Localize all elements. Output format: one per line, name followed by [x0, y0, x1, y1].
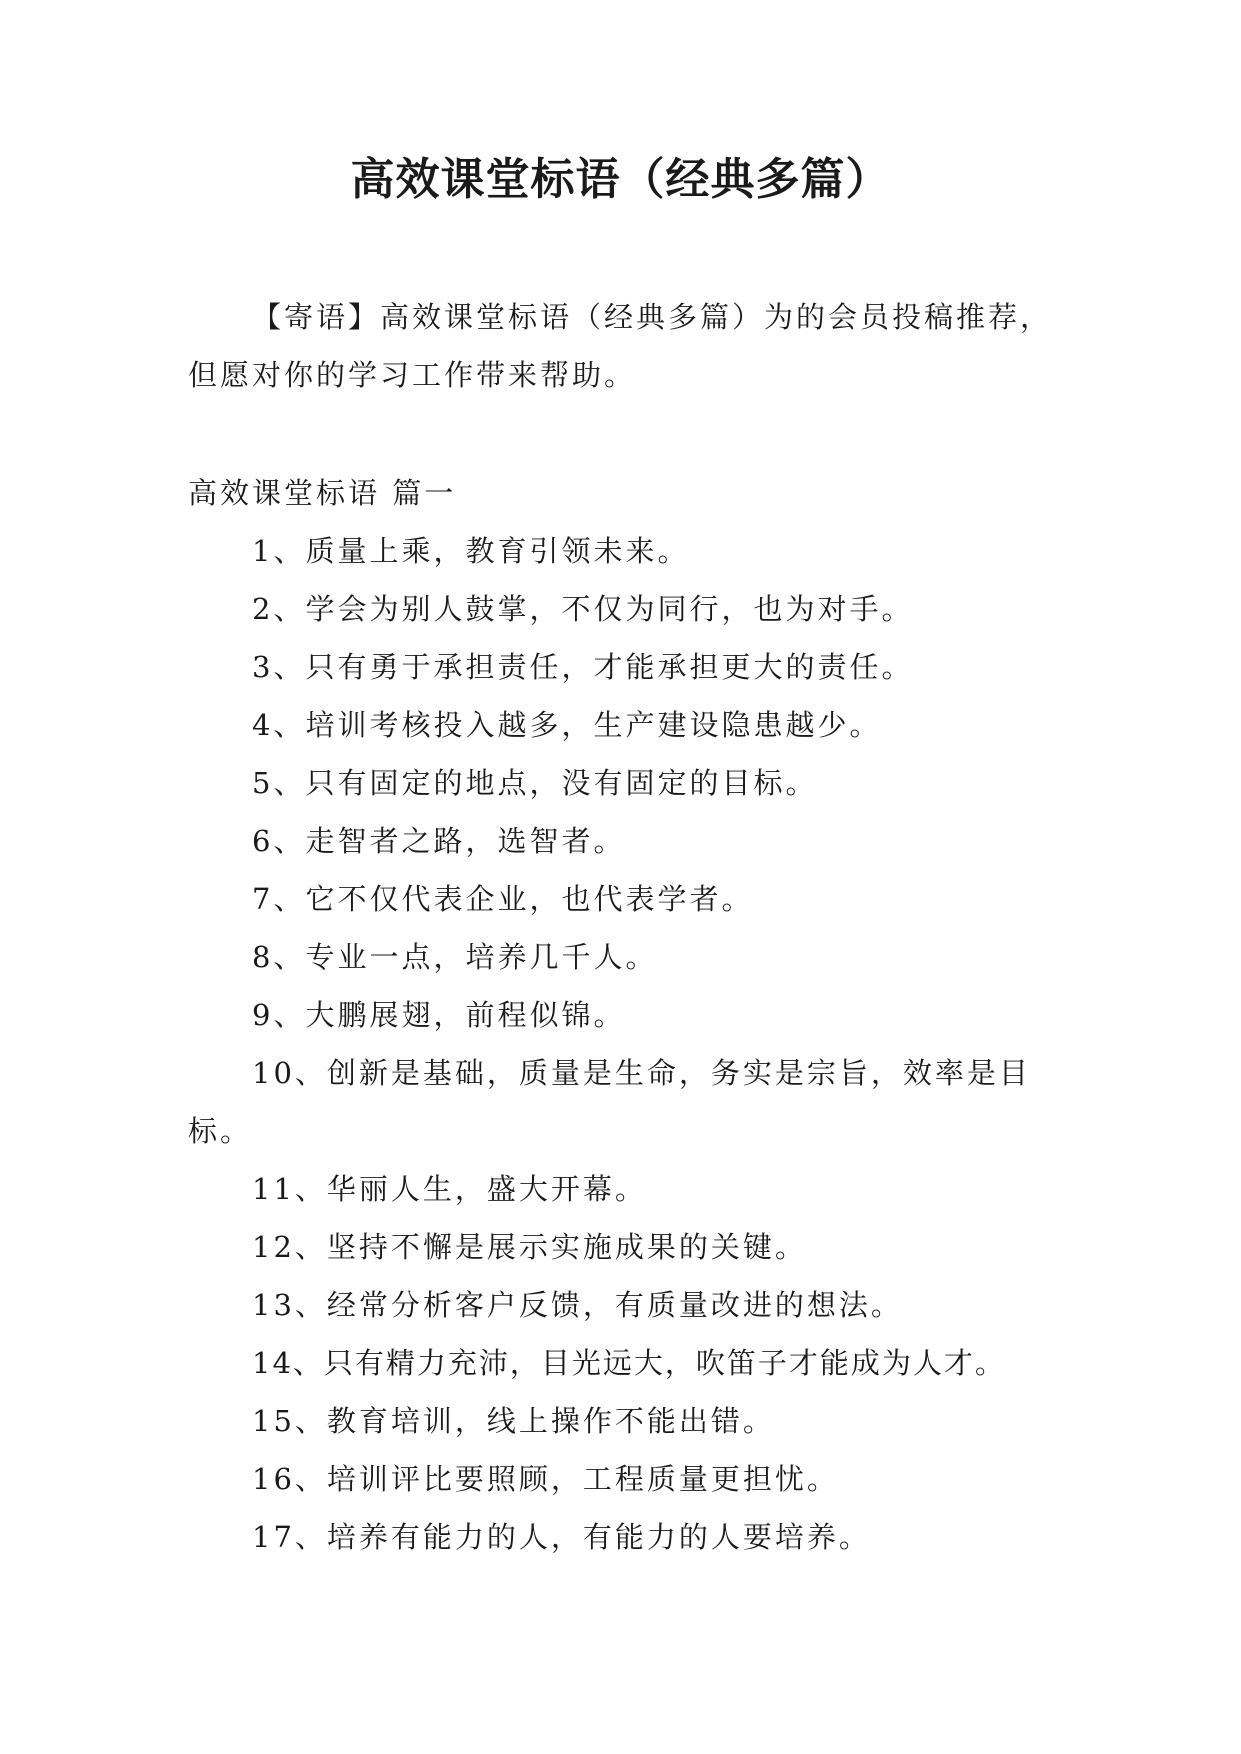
list-item: 10、创新是基础，质量是生命，务实是宗旨，效率是目标。: [188, 1056, 1031, 1148]
list-item: 2、学会为别人鼓掌，不仅为同行，也为对手。: [252, 592, 914, 626]
list-item: 13、经常分析客户反馈，有质量改进的想法。: [252, 1288, 903, 1322]
list-item: 17、培养有能力的人，有能力的人要培养。: [252, 1520, 871, 1554]
slogan-list: [188, 522, 1068, 1566]
list-item: 5、只有固定的地点，没有固定的目标。: [252, 766, 818, 800]
list-item: 16、培训评比要照顾，工程质量更担忧。: [252, 1462, 839, 1496]
list-item: 6、走智者之路，选智者。: [252, 824, 626, 858]
list-item: 9、大鹏展翅，前程似锦。: [252, 998, 626, 1032]
list-item: 8、专业一点，培养几千人。: [252, 940, 658, 974]
list-item: 1、质量上乘，教育引领未来。: [252, 534, 690, 568]
list-item: 3、只有勇于承担责任，才能承担更大的责任。: [252, 650, 914, 684]
list-item: 12、坚持不懈是展示实施成果的关键。: [252, 1230, 807, 1264]
list-item: 14、只有精力充沛，目光远大，吹笛子才能成为人才。: [252, 1346, 1006, 1380]
list-item: 11、华丽人生，盛大开幕。: [252, 1172, 647, 1206]
list-item: 15、教育培训，线上操作不能出错。: [252, 1404, 775, 1438]
section-heading: 高效课堂标语 篇一: [188, 476, 457, 510]
document-title: 高效课堂标语（经典多篇）: [350, 154, 891, 205]
intro-paragraph: 【寄语】高效课堂标语（经典多篇）为的会员投稿推荐，但愿对你的学习工作带来帮助。: [188, 300, 1053, 392]
list-item: 7、它不仅代表企业，也代表学者。: [252, 882, 754, 916]
list-item: 4、培训考核投入越多，生产建设隐患越少。: [252, 708, 882, 742]
